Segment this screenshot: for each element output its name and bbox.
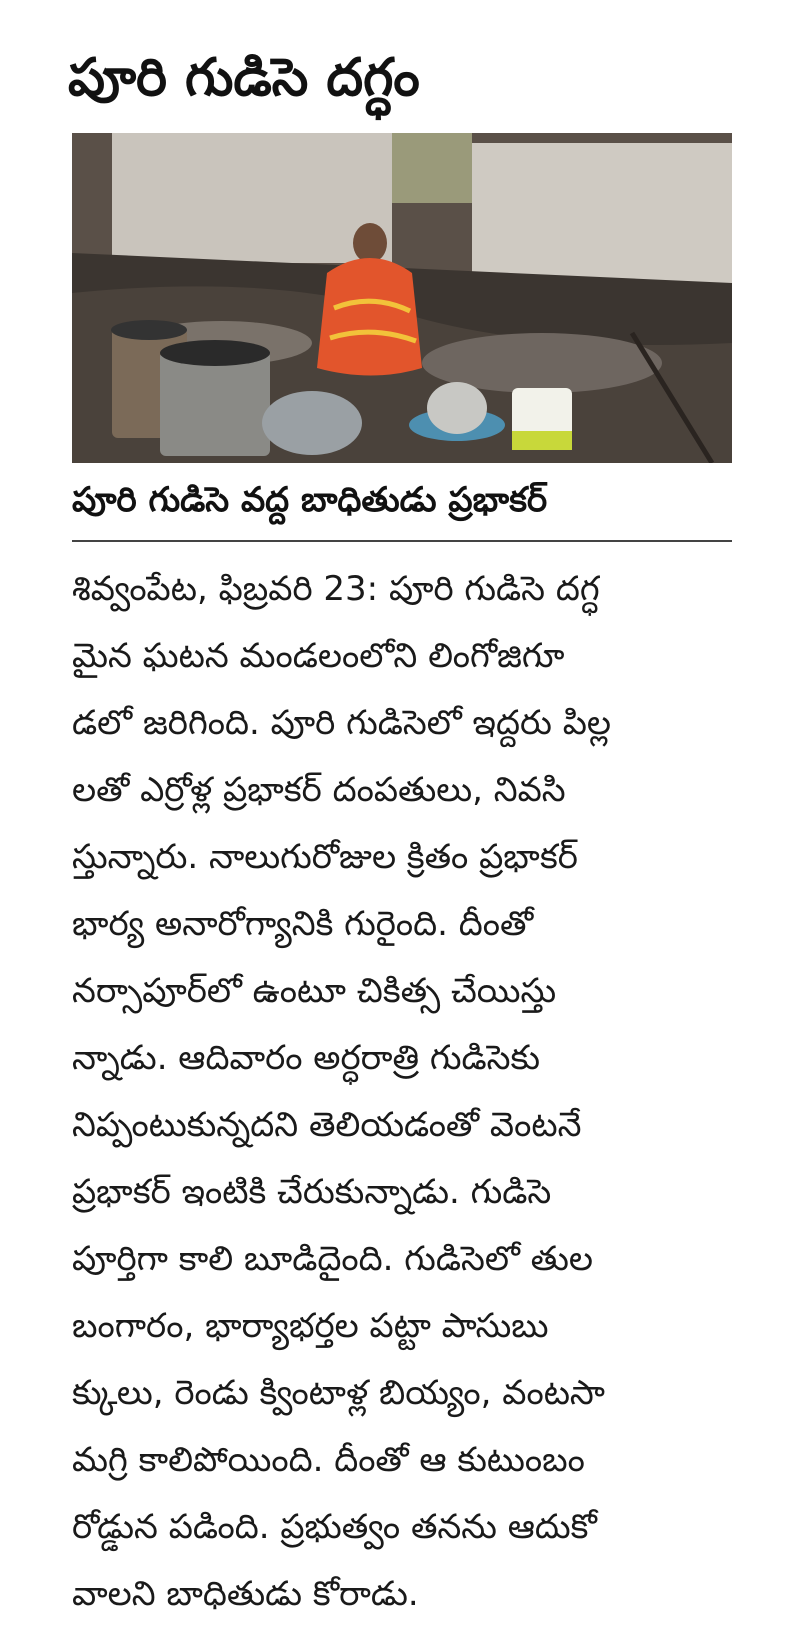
body-line: శివ్వంపేట, ఫిబ్రవరి 23: పూరి గుడిసె దగ్ధ [72, 569, 600, 609]
body-line: వాలని బాధితుడు కోరాడు. [72, 1574, 419, 1614]
body-line: రోడ్డున పడింది. ప్రభుత్వం తనను ఆదుకో [72, 1507, 597, 1547]
body-line: క్కులు, రెండు క్వింటాళ్ల బియ్యం, వంటసా [72, 1373, 605, 1413]
body-line: డలో జరిగింది. పూరి గుడిసెలో ఇద్దరు పిల్ల [72, 703, 611, 743]
body-line: మైన ఘటన మండలంలోని లింగోజిగూ [72, 636, 565, 676]
caption-divider [72, 540, 732, 542]
article-body [72, 556, 736, 1628]
body-line: బంగారం, భార్యాభర్తల పట్టా పాసుబు [72, 1306, 549, 1346]
body-line: మగ్రి కాలిపోయింది. దీంతో ఆ కుటుంబం [72, 1440, 585, 1480]
body-line: న్నాడు. ఆదివారం అర్ధరాత్రి గుడిసెకు [72, 1038, 541, 1078]
body-line: నిప్పంటుకున్నదని తెలియడంతో వెంటనే [72, 1105, 582, 1145]
article-headline: పూరి గుడిసె దగ్ధం [68, 48, 420, 108]
body-line: భార్య అనారోగ్యానికి గురైంది. దీంతో [72, 904, 534, 944]
body-line: లతో ఎర్రోళ్ల ప్రభాకర్ దంపతులు, నివసి [72, 770, 566, 810]
burnt-hut-photo [72, 133, 732, 463]
photo-caption: పూరి గుడిసె వద్ద బాధితుడు ప్రభాకర్ [72, 480, 548, 520]
article-photo [72, 133, 732, 463]
body-line: స్తున్నారు. నాలుగురోజుల క్రితం ప్రభాకర్ [72, 837, 578, 877]
body-line: నర్సాపూర్‌లో ఉంటూ చికిత్స చేయిస్తు [72, 971, 557, 1011]
body-line: ప్రభాకర్ ఇంటికి చేరుకున్నాడు. గుడిసె [72, 1172, 552, 1212]
body-line: పూర్తిగా కాలి బూడిదైంది. గుడిసెలో తుల [72, 1239, 593, 1279]
